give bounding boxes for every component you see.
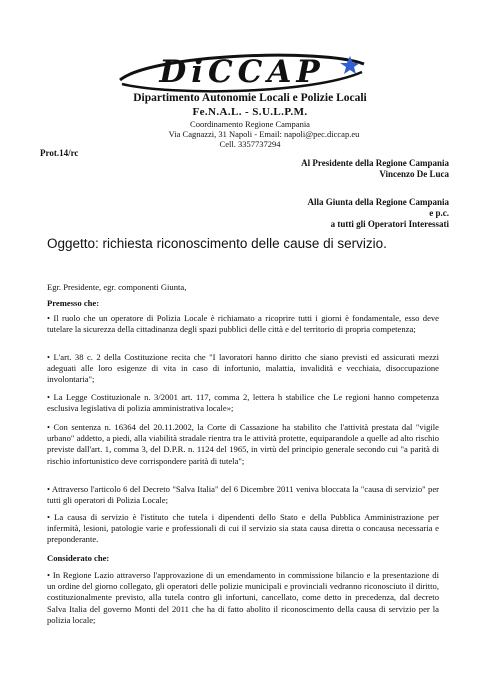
- coordination-line: Coordinamento Regione Campania: [190, 119, 310, 129]
- considerato-heading: Considerato che:: [47, 553, 110, 563]
- subject-label: Oggetto: [47, 236, 96, 251]
- recipient-line: Al Presidente della Regione Campania: [301, 158, 449, 168]
- logo-text: DiCCAP: [159, 54, 325, 90]
- paragraph: • La causa di servizio è l'istituto che tutela i dipendenti dello Stato e della Pubblica Amministrazione per infermità, lesioni, patologie varie e professionali di cui il servizio sia stata causa diretta o concausa necessaria e preponderante.: [47, 512, 439, 545]
- phone-line: Cell. 3357737294: [219, 139, 281, 149]
- recipient-line: Vincenzo De Luca: [379, 169, 449, 179]
- recipient-president: [301, 158, 449, 180]
- paragraph: • Il ruolo che un operatore di Polizia Locale è richiamato a ricoprire tutti i giorni è fondamentale, esso deve tutelare la sicurezza della cittadinanza degli spazi pubblici delle città e del territorio di propria competenza;: [47, 313, 439, 335]
- address-line: Via Cagnazzi, 31 Napoli - Email: napoli@pec.diccap.eu: [168, 129, 360, 139]
- greeting: Egr. Presidente, egr. componenti Giunta,: [47, 282, 187, 292]
- recipient-line: Alla Giunta della Regione Campania: [307, 197, 449, 207]
- subject-line: [47, 236, 387, 251]
- subject-text: : richiesta riconoscimento delle cause di servizio.: [95, 236, 387, 251]
- diccap-logo: [112, 50, 372, 96]
- recipient-line: e p.c.: [429, 208, 449, 218]
- recipient-giunta: [307, 197, 449, 230]
- paragraph: • Attraverso l'articolo 6 del Decreto "Salva Italia" del 6 Dicembre 2011 veniva bloccata la "causa di servizio" per tutti gli operatori di Polizia Locale;: [47, 484, 439, 506]
- paragraph: • La Legge Costituzionale n. 3/2001 art. 117, comma 2, lettera h stabilice che Le regioni hanno competenza esclusiva legislativa di polizia amministrativa locale»;: [47, 392, 439, 414]
- paragraph: • L'art. 38 c. 2 della Costituzione recita che "I lavoratori hanno diritto che siano previsti ed assicurati mezzi adeguati alle loro esigenze di vita in caso di infortunio, malattia, invalidità e vecchiaia, disoccupazione involontaria";: [47, 352, 439, 385]
- department-title: Dipartimento Autonomie Locali e Polizie Locali: [133, 92, 367, 104]
- paragraph: • Con sentenza n. 16364 del 20.11.2002, la Corte di Cassazione ha stabilito che l'attività prestata dal "vigile urbano" addetto, a piedi, alla viabilità stradale rientra tra le attività protette, equiparandole a quelle ad alto rischio previste dall'art. 1, comma 3, del D.P.R. n. 1124 del 1965, in virtù del principio generale secondo cui "a parità di rischio infortunistico deve corrispondere parità di tutela";: [47, 422, 439, 466]
- union-names: Fe.N.A.L. - S.U.L.P.M.: [192, 106, 308, 118]
- paragraph: • In Regione Lazio attraverso l'approvazione di un emendamento in commissione bilancio e la presentazione di un ordine del giorno collegato, gli operatori delle polizie municipali e provinciali vedranno riconosciuto il diritto, costituzionalmente previsto, alla tutela contro gli infortuni, cancellato, come detto in precedenza, dal decreto Salva Italia del governo Monti del 2011 che ha di fatto abolito il riconoscimento della causa di servizio per la polizia locale;: [47, 570, 439, 625]
- premesso-heading: Premesso che:: [47, 298, 100, 308]
- recipient-line: a tutti gli Operatori Interessati: [330, 219, 449, 229]
- protocol-number: Prot.14/rc: [40, 148, 79, 158]
